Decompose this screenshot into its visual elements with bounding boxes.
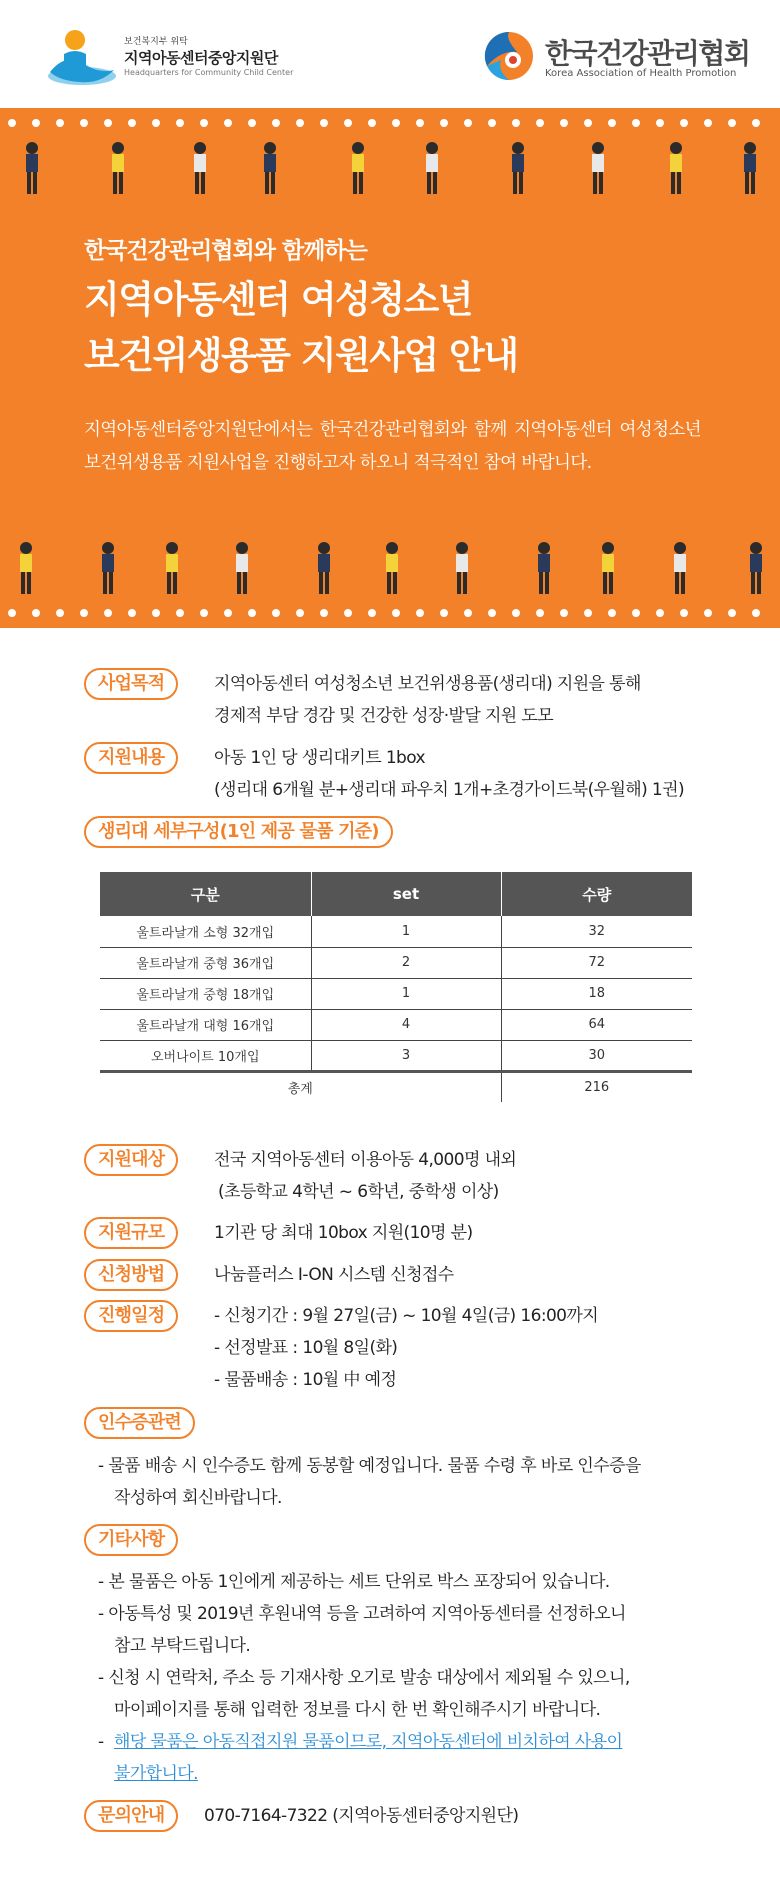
section-other xyxy=(84,1524,178,1556)
section-composition xyxy=(84,816,393,848)
students-illustration-top xyxy=(0,138,780,200)
scale-label: 지원규모 xyxy=(84,1217,178,1249)
table-header-set: set xyxy=(311,872,501,916)
table-cell: 2 xyxy=(311,947,501,978)
kahp-english: Korea Association of Health Promotion xyxy=(545,68,737,79)
flower-border-bottom xyxy=(0,606,780,620)
table-cell: 울트라날개 중형 36개입 xyxy=(100,947,311,978)
table-total-row xyxy=(100,1071,692,1102)
kahp-name: 한국건강관리협회 xyxy=(545,37,750,70)
table-header-row xyxy=(100,872,692,916)
target-line1: 전국 지역아동센터 이용아동 4,000명 내외 xyxy=(214,1150,517,1170)
receipt-label: 인수증관련 xyxy=(84,1407,195,1439)
other-bullet4-dash: - xyxy=(98,1732,104,1752)
purpose-line1: 지역아동센터 여성청소년 보건위생용품(생리대) 지원을 통해 xyxy=(214,674,641,694)
kahp-logo xyxy=(483,28,753,84)
method-label: 신청방법 xyxy=(84,1259,178,1291)
other-bullet4-line1[interactable]: 해당 물품은 아동직접지원 물품이므로, 지역아동센터에 비치하여 사용이 xyxy=(114,1732,623,1752)
other-bullet4-line2[interactable]: 불가합니다. xyxy=(114,1764,198,1784)
table-cell: 72 xyxy=(501,947,692,978)
contact-phone[interactable]: 070-7164-7322 (지역아동센터중앙지원단) xyxy=(204,1806,519,1826)
section-content xyxy=(84,742,178,774)
banner-description: 지역아동센터중앙지원단에서는 한국건강관리협회와 함께 지역아동센터 여성청소년 보건위생용품 지원사업을 진행하고자 하오니 적극적인 참여 바랍니다. xyxy=(84,420,701,473)
table-cell: 32 xyxy=(501,916,692,947)
table-total-label: 총계 xyxy=(100,1071,501,1102)
schedule-label: 진행일정 xyxy=(84,1300,178,1332)
target-label: 지원대상 xyxy=(84,1144,178,1176)
banner-subtitle: 한국건강관리협회와 함께하는 xyxy=(84,238,367,264)
other-bullet3-line2: 마이페이지를 통해 입력한 정보를 다시 한 번 확인해주시기 바랍니다. xyxy=(114,1700,601,1720)
table-row xyxy=(100,978,692,1009)
banner-title-line1: 지역아동센터 여성청소년 xyxy=(84,278,473,321)
table-cell: 3 xyxy=(311,1040,501,1071)
headquarters-name: 지역아동센터중앙지원단 xyxy=(124,49,278,67)
other-bullet3-line1: - 신청 시 연락처, 주소 등 기재사항 오기로 발송 대상에서 제외될 수 있으니, xyxy=(98,1668,630,1688)
table-row xyxy=(100,947,692,978)
other-label: 기타사항 xyxy=(84,1524,178,1556)
composition-label: 생리대 세부구성(1인 제공 물품 기준) xyxy=(84,816,393,848)
purpose-label: 사업목적 xyxy=(84,668,178,700)
section-scale xyxy=(84,1217,178,1249)
hero-banner xyxy=(0,108,780,628)
content-line2: (생리대 6개월 분+생리대 파우치 1개+초경가이드북(우월해) 1권) xyxy=(214,780,684,800)
content-line1: 아동 1인 당 생리대키트 1box xyxy=(214,748,425,768)
section-purpose xyxy=(84,668,178,700)
scale-line1: 1기관 당 최대 10box 지원(10명 분) xyxy=(214,1223,473,1243)
table-cell: 1 xyxy=(311,916,501,947)
section-target xyxy=(84,1144,178,1176)
schedule-line2: - 선정발표 : 10월 8일(화) xyxy=(214,1338,398,1358)
ministry-text: 보건복지부 위탁 xyxy=(124,37,188,47)
header xyxy=(0,0,780,108)
section-receipt xyxy=(84,1407,195,1439)
section-schedule xyxy=(84,1300,178,1332)
contact-label: 문의안내 xyxy=(84,1800,178,1832)
target-line2: (초등학교 4학년 ~ 6학년, 중학생 이상) xyxy=(218,1182,499,1202)
banner-title-line2: 보건위생용품 지원사업 안내 xyxy=(84,334,518,377)
table-cell: 64 xyxy=(501,1009,692,1040)
flower-border-top xyxy=(0,116,780,130)
table-total-value: 216 xyxy=(501,1071,692,1102)
headquarters-logo-icon xyxy=(44,26,119,88)
method-line1: 나눔플러스 I-ON 시스템 신청접수 xyxy=(214,1265,454,1285)
table-cell: 1 xyxy=(311,978,501,1009)
composition-table xyxy=(100,872,692,1102)
table-row xyxy=(100,1040,692,1071)
schedule-line1: - 신청기간 : 9월 27일(금) ~ 10월 4일(금) 16:00까지 xyxy=(214,1306,599,1326)
table-row xyxy=(100,916,692,947)
other-bullet2-line2: 참고 부탁드립니다. xyxy=(114,1636,251,1656)
banner-title xyxy=(84,272,518,384)
purpose-line2: 경제적 부담 경감 및 건강한 성장·발달 지원 도모 xyxy=(214,706,554,726)
table-row xyxy=(100,1009,692,1040)
table-cell: 오버나이트 10개입 xyxy=(100,1040,311,1071)
other-bullet1: - 본 물품은 아동 1인에게 제공하는 세트 단위로 박스 포장되어 있습니다. xyxy=(98,1572,610,1592)
other-bullet2-line1: - 아동특성 및 2019년 후원내역 등을 고려하여 지역아동센터를 선정하오니 xyxy=(98,1604,626,1624)
receipt-line2: 작성하여 회신바랍니다. xyxy=(114,1488,282,1508)
table-header-quantity: 수량 xyxy=(501,872,692,916)
schedule-line3: - 물품배송 : 10월 中 예정 xyxy=(214,1370,397,1390)
table-cell: 울트라날개 중형 18개입 xyxy=(100,978,311,1009)
table-cell: 18 xyxy=(501,978,692,1009)
table-cell: 울트라날개 대형 16개입 xyxy=(100,1009,311,1040)
content-label: 지원내용 xyxy=(84,742,178,774)
headquarters-english: Headquarters for Community Child Center xyxy=(124,68,294,77)
table-cell: 30 xyxy=(501,1040,692,1071)
headquarters-logo xyxy=(44,26,304,90)
table-header-category: 구분 xyxy=(100,872,311,916)
table-cell: 울트라날개 소형 32개입 xyxy=(100,916,311,947)
kahp-logo-icon xyxy=(483,30,535,82)
receipt-line1: - 물품 배송 시 인수증도 함께 동봉할 예정입니다. 물품 수령 후 바로 인수증을 xyxy=(98,1456,641,1476)
students-illustration-bottom xyxy=(0,538,780,600)
section-contact xyxy=(84,1800,178,1832)
section-method xyxy=(84,1259,178,1291)
table-cell: 4 xyxy=(311,1009,501,1040)
